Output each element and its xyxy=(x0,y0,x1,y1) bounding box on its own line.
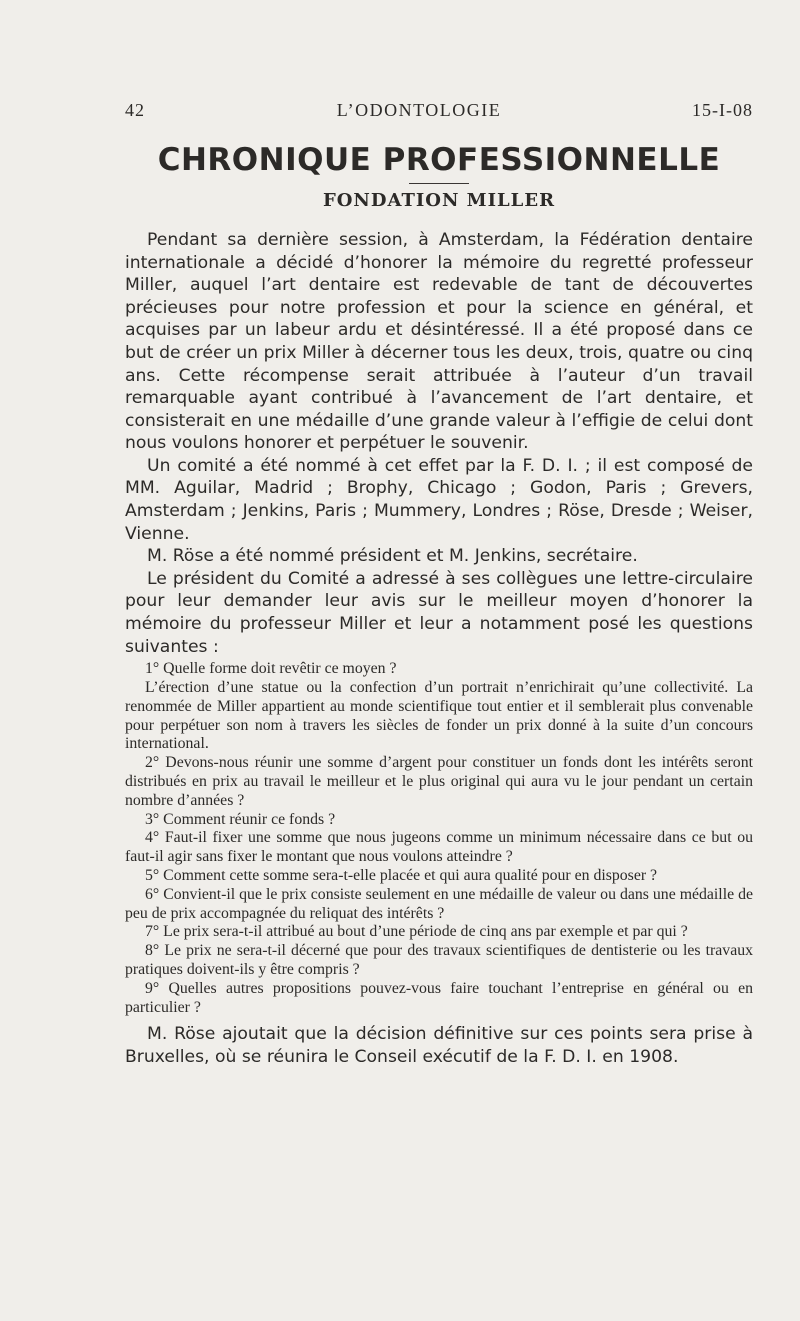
question-item: 7° Le prix sera-t-il attribué au bout d’une période de cinq ans par exemple et par qui ? xyxy=(145,923,688,941)
question-item: 2° Devons-nous réunir une somme d’argent pour constituer un fonds dont les intérêts seront distribués en prix au travail le meilleur et le plus original qui aura vu le jour pendant un certain nombre d’années ? xyxy=(125,754,753,809)
paragraph: Pendant sa dernière session, à Amsterdam, la Fédération dentaire internationale a décidé d’honorer la mémoire du regretté professeur Miller, auquel l’art dentaire est redevable de tant de découvertes précieuses pour notre profession et pour la science en général, et acquises par un labeur ardu et désintéressé. Il a été proposé dans ce but de créer un prix Miller à décerner tous les deux, trois, quatre ou cinq ans. Cette récompense serait attribuée à l’auteur d’un travail remarquable ayant contribué à l’avancement de l’art dentaire, et consisterait en une médaille d’une grande valeur à l’effigie de celui dont nous voulons honorer et perpétuer le souvenir. xyxy=(125,229,753,454)
article-title: FONDATION MILLER xyxy=(322,190,556,211)
question-item: 3° Comment réunir ce fonds ? xyxy=(145,810,336,828)
document-page xyxy=(125,100,753,1069)
page-number: 42 xyxy=(125,100,145,120)
section-title: CHRONIQUE PROFESSIONNELLE xyxy=(157,142,721,178)
paragraph: M. Röse a été nommé président et M. Jenkins, secrétaire. xyxy=(147,546,638,567)
question-item: L’érection d’une statue ou la confection d’un portrait n’enrichirait qu’une collectivité. La renommée de Miller appartient au monde scientifique tout entier et il semblerait plus convenable pour perpétuer son nom à travers les siècles de fonder un prix donné à la suite d’un concours international. xyxy=(125,679,753,753)
issue-date: 15-I-08 xyxy=(692,100,753,120)
title-rule xyxy=(409,183,469,184)
question-item: 4° Faut-il fixer une somme que nous jugeons comme un minimum nécessaire dans ce but ou faut-il agir sans fixer le montant que nous voulons atteindre ? xyxy=(125,829,753,866)
question-item: 9° Quelles autres propositions pouvez-vous faire touchant l’entreprise en général ou en particulier ? xyxy=(125,979,753,1016)
article-body xyxy=(125,229,753,658)
question-item: 8° Le prix ne sera-t-il décerné que pour des travaux scientifiques de dentisterie ou les travaux pratiques doivent-ils y être compris ? xyxy=(125,942,753,978)
question-item: 1° Quelle forme doit revêtir ce moyen ? xyxy=(145,660,397,678)
question-item: 6° Convient-il que le prix consiste seulement en une médaille de valeur ou dans une médaille de peu de prix accompagnée du reliquat des intérêts ? xyxy=(125,885,753,922)
paragraph: Le président du Comité a adressé à ses collègues une lettre-circulaire pour leur demander leur avis sur le meilleur moyen d’honorer la mémoire du professeur Miller et leur a notamment posé les questions suivantes : xyxy=(125,568,753,657)
questions-list xyxy=(125,660,753,1017)
paragraph: Un comité a été nommé à cet effet par la F. D. I. ; il est composé de MM. Aguilar, Madrid ; Brophy, Chicago ; Godon, Paris ; Grevers, Amsterdam ; Jenkins, Paris ; Mummery, Londres ; Röse, Dresde ; Weiser, Vienne. xyxy=(125,455,753,544)
closing-section xyxy=(125,1023,753,1068)
closing-paragraph: M. Röse ajoutait que la décision définitive sur ces points sera prise à Bruxelles, où se réunira le Conseil exécutif de la F. D. I. en 1908. xyxy=(125,1024,753,1067)
question-item: 5° Comment cette somme sera-t-elle placée et qui aura qualité pour en disposer ? xyxy=(145,866,658,884)
journal-title: L’ODONTOLOGIE xyxy=(336,100,502,120)
running-header xyxy=(125,100,753,130)
